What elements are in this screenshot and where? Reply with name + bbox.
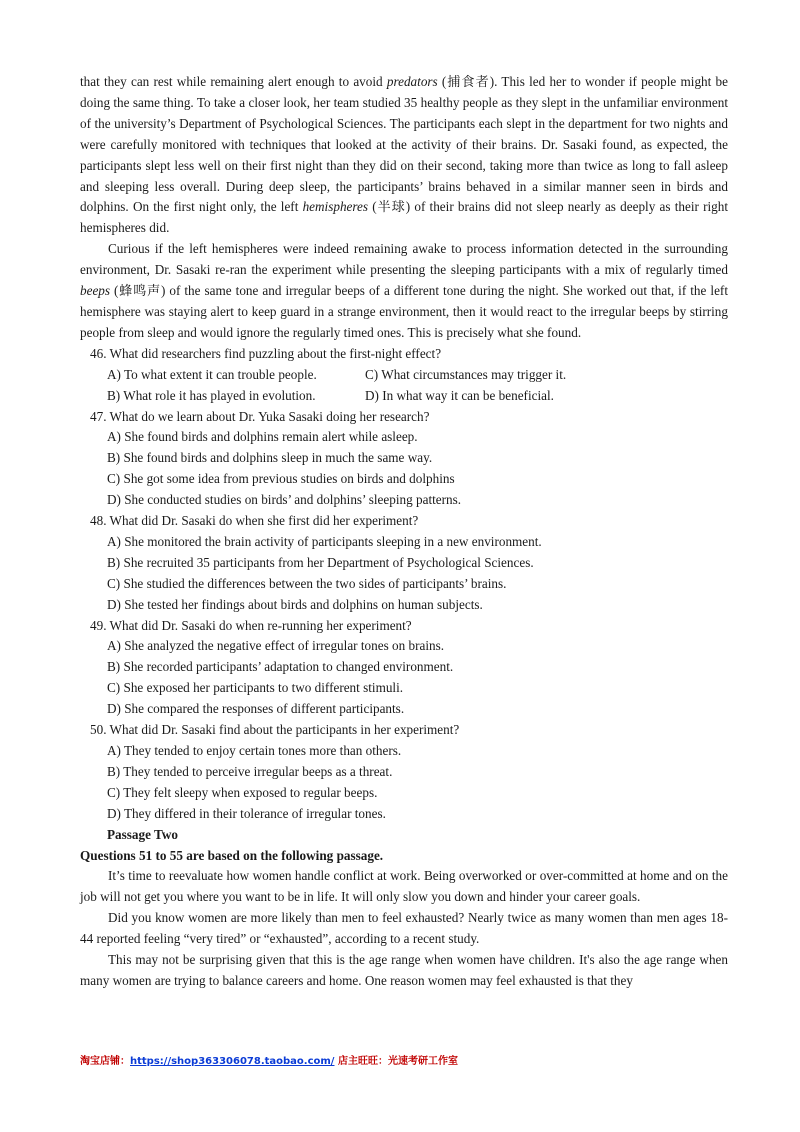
option-b: B) What role it has played in evolution.	[107, 387, 316, 403]
option: D) She compared the responses of different participants.	[107, 701, 405, 717]
document-page	[80, 72, 728, 992]
passage-two-paragraph: This may not be surprising given that this is the age range when women have children. It's also the age range when many women are trying to balance careers and home. One reason women may feel exhausted is that they	[80, 952, 728, 988]
question-46: 46. What did researchers find puzzling about the first-night effect?	[90, 345, 442, 361]
option: C) They felt sleepy when exposed to regular beeps.	[107, 784, 378, 800]
option: A) They tended to enjoy certain tones more than others.	[107, 743, 402, 758]
option: C) She got some idea from previous studies on birds and dolphins	[107, 471, 455, 487]
question-50: 50. What did Dr. Sasaki find about the participants in her experiment?	[90, 722, 460, 738]
passage-two-instruction: Questions 51 to 55 are based on the following passage.	[80, 847, 384, 863]
option: C) She studied the differences between the two sides of participants’ brains.	[107, 575, 507, 591]
option: D) She conducted studies on birds’ and dolphins’ sleeping patterns.	[107, 492, 462, 508]
question-47: 47. What do we learn about Dr. Yuka Sasaki doing her research?	[90, 408, 430, 424]
option: B) She recorded participants’ adaptation to changed environment.	[107, 659, 454, 675]
passage-two-paragraph: Did you know women are more likely than men to feel exhausted? Nearly twice as many women than men ages 18-44 reported feeling “very tired” or “exhausted”, according to a recent study.	[80, 910, 728, 947]
paragraph-2: Curious if the left hemispheres were indeed remaining awake to process information detected in the surrounding environment, Dr. Sasaki re-ran the experiment while presenting the sleeping participants with a mix of regularly timed beeps (蜂鸣声) of the same tone and irregular beeps of a different tone during the night. She worked out that, if the left hemisphere was staying alert to keep guard in a strange environment, then it would react to the irregular beeps by stirring people from sleep and would ignore the regularly timed ones. This is precisely what she found.	[80, 241, 728, 340]
option: A) She analyzed the negative effect of irregular tones on brains.	[107, 638, 445, 654]
option-c: C) What circumstances may trigger it.	[365, 366, 567, 382]
passage-two-title: Passage Two	[107, 826, 178, 842]
option-d: D) In what way it can be beneficial.	[365, 387, 554, 403]
question-48: 48. What did Dr. Sasaki do when she first did her experiment?	[90, 513, 419, 529]
option-a: A) To what extent it can trouble people.	[107, 366, 317, 382]
passage-two-paragraph: It’s time to reevaluate how women handle conflict at work. Being overworked or over-committed at home and on the job will not get you where you want to be in life. It will only slow you down and hinder your career goals.	[80, 868, 728, 905]
option: B) She recruited 35 participants from her Department of Psychological Sciences.	[107, 554, 534, 570]
options-row	[80, 386, 728, 407]
options-row	[80, 365, 728, 386]
question-49: 49. What did Dr. Sasaki do when re-running her experiment?	[90, 617, 412, 633]
option: B) She found birds and dolphins sleep in much the same way.	[107, 450, 433, 466]
option: A) She found birds and dolphins remain alert while asleep.	[107, 429, 418, 445]
option: D) They differed in their tolerance of irregular tones.	[107, 805, 386, 821]
option: A) She monitored the brain activity of participants sleeping in a new environment.	[107, 533, 542, 549]
paragraph-1: that they can rest while remaining alert enough to avoid predators (捕食者). This led her to wonder if people might be doing the same thing. To take a closer look, her team studied 35 healthy people as they slept in the unfamiliar environment of the university’s Department of Psychological Sciences. The participants each slept in the department for two nights and were carefully monitored with techniques that looked at the activity of their brains. Dr. Sasaki found, as expected, the participants slept less well on their first night than they did on their second, taking more than twice as long to fall asleep and sleeping less overall. During deep sleep, the participants’ brains behaved in a similar manner seen in birds and dolphins. On the first night only, the left hemispheres (半球) of their brains did not sleep nearly as deeply as their right hemispheres did.	[80, 74, 729, 236]
option: D) She tested her findings about birds and dolphins on human subjects.	[107, 596, 483, 612]
option: C) She exposed her participants to two different stimuli.	[107, 680, 404, 696]
footer: 淘宝店铺：https://shop363306078.taobao.com/ 店主旺旺：光速考研工作室	[80, 1056, 458, 1067]
shop-link[interactable]: https://shop363306078.taobao.com/	[130, 1056, 335, 1067]
option: B) They tended to perceive irregular beeps as a threat.	[107, 763, 393, 779]
